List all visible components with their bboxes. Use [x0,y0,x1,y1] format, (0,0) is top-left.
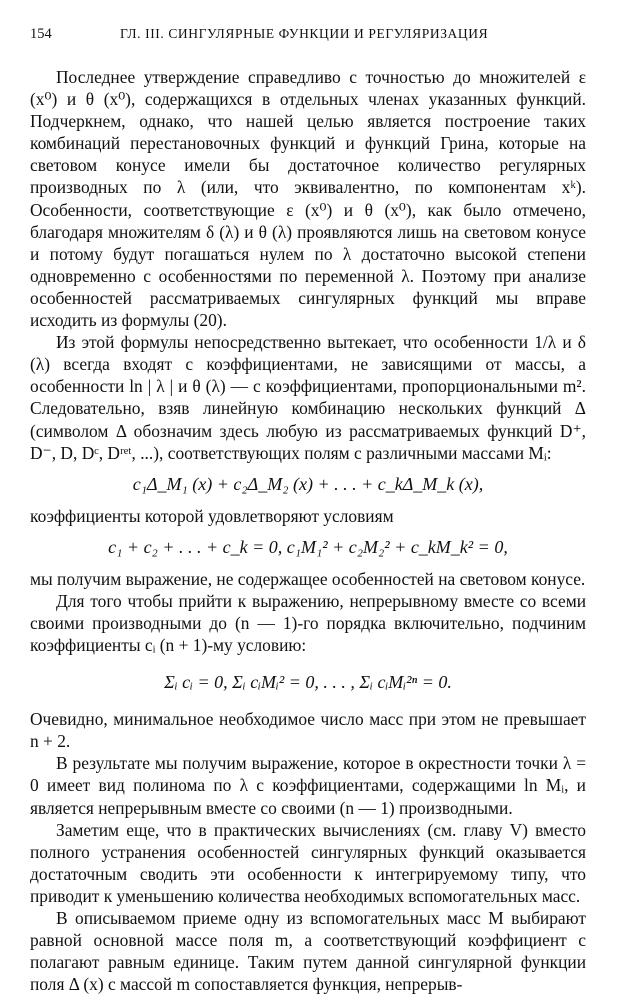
formula: c₁ + c₂ + . . . + c_k = 0, c₁M₁² + c₂M₂² + c_kM_k² = 0, [108,536,508,557]
paragraph: В описываемом приеме одну из вспомогательных масс M выбирают равной основной массе поля m, а соответствующий коэффициент c полагают равным единице. Таким путем данной сингулярной функции поля Δ (x) с массой m сопоставляется функция, непрерыв- [30,908,586,995]
paragraph: В результате мы получим выражение, которое в окрестности точки λ = 0 имеет вид полинома по λ с коэффициентами, содержащими ln Mᵢ, и является непрерывным вместе со своими (n — 1) производными. [30,753,586,818]
paragraph: Последнее утверждение справедливо с точностью до множителей ε (x⁰) и θ (x⁰), содержащихся в отдельных членах указанных функций. Подчеркнем, однако, что нашей целью является построение таких комбинаций перестановочных функций и функций Грина, которые на световом конусе имели бы достаточное количество регулярных производных по λ (или, что эквивалентно, по компонентам xᵏ). Особенности, соответствующие ε (x⁰) и θ (x⁰), как было отмечено, благодаря множителям δ (λ) и θ (λ) проявляются лишь на световом конусе и потому будут погашаться нулем по λ достаточно высокой степени одновременно с особенностями по переменной λ. Поэтому при анализе особенностей рассматриваемых сингулярных функций мы вправе исходить из формулы (20). [30,67,586,331]
paragraph: Для того чтобы прийти к выражению, непрерывному вместе со всеми своими производными до (n — 1)-го порядка включительно, подчиним коэффициенты cᵢ (n + 1)-му условию: [30,590,586,656]
page-number: 154 [30,26,52,42]
paragraph: коэффициенты которой удовлетворяют условиям [30,505,394,526]
paragraph: Из этой формулы непосредственно вытекает, что особенности 1/λ и δ (λ) всегда входят с коэффициентами, не зависящими от массы, а особенности ln | λ | и θ (λ) — с коэффициентами, пропорциональными m². Следовательно, взяв линейную комбинацию нескольких функций Δ (символом Δ обозначим здесь любую из рассматриваемых функций D⁺, D⁻, D, Dᶜ, Dʳᵉᵗ, ...), соответствующих полям с различными массами Mᵢ: [30,332,586,463]
paragraph: Очевидно, минимальное необходимое число масс при этом не превышает n + 2. [30,709,586,752]
paragraph: Заметим еще, что в практических вычислениях (см. главу V) вместо полного устранения особенностей сингулярных функций оказывается достаточным сводить эти особенности к интегрируемому типу, что приводит к уменьшению количества необходимых вспомогательных масс. [30,819,586,906]
formula: c₁Δ_M₁ (x) + c₂Δ_M₂ (x) + . . . + c_kΔ_M_k (x), [132,473,484,494]
paragraph: мы получим выражение, не содержащее особенностей на световом конусе. [30,568,586,589]
running-head: ГЛ. III. СИНГУЛЯРНЫЕ ФУНКЦИИ И РЕГУЛЯРИЗАЦИЯ [120,26,489,41]
formula: Σᵢ cᵢ = 0, Σᵢ cᵢMᵢ² = 0, . . . , Σᵢ cᵢMᵢ²ⁿ = 0. [164,672,452,693]
page-body [30,66,586,995]
page-header [30,26,594,48]
